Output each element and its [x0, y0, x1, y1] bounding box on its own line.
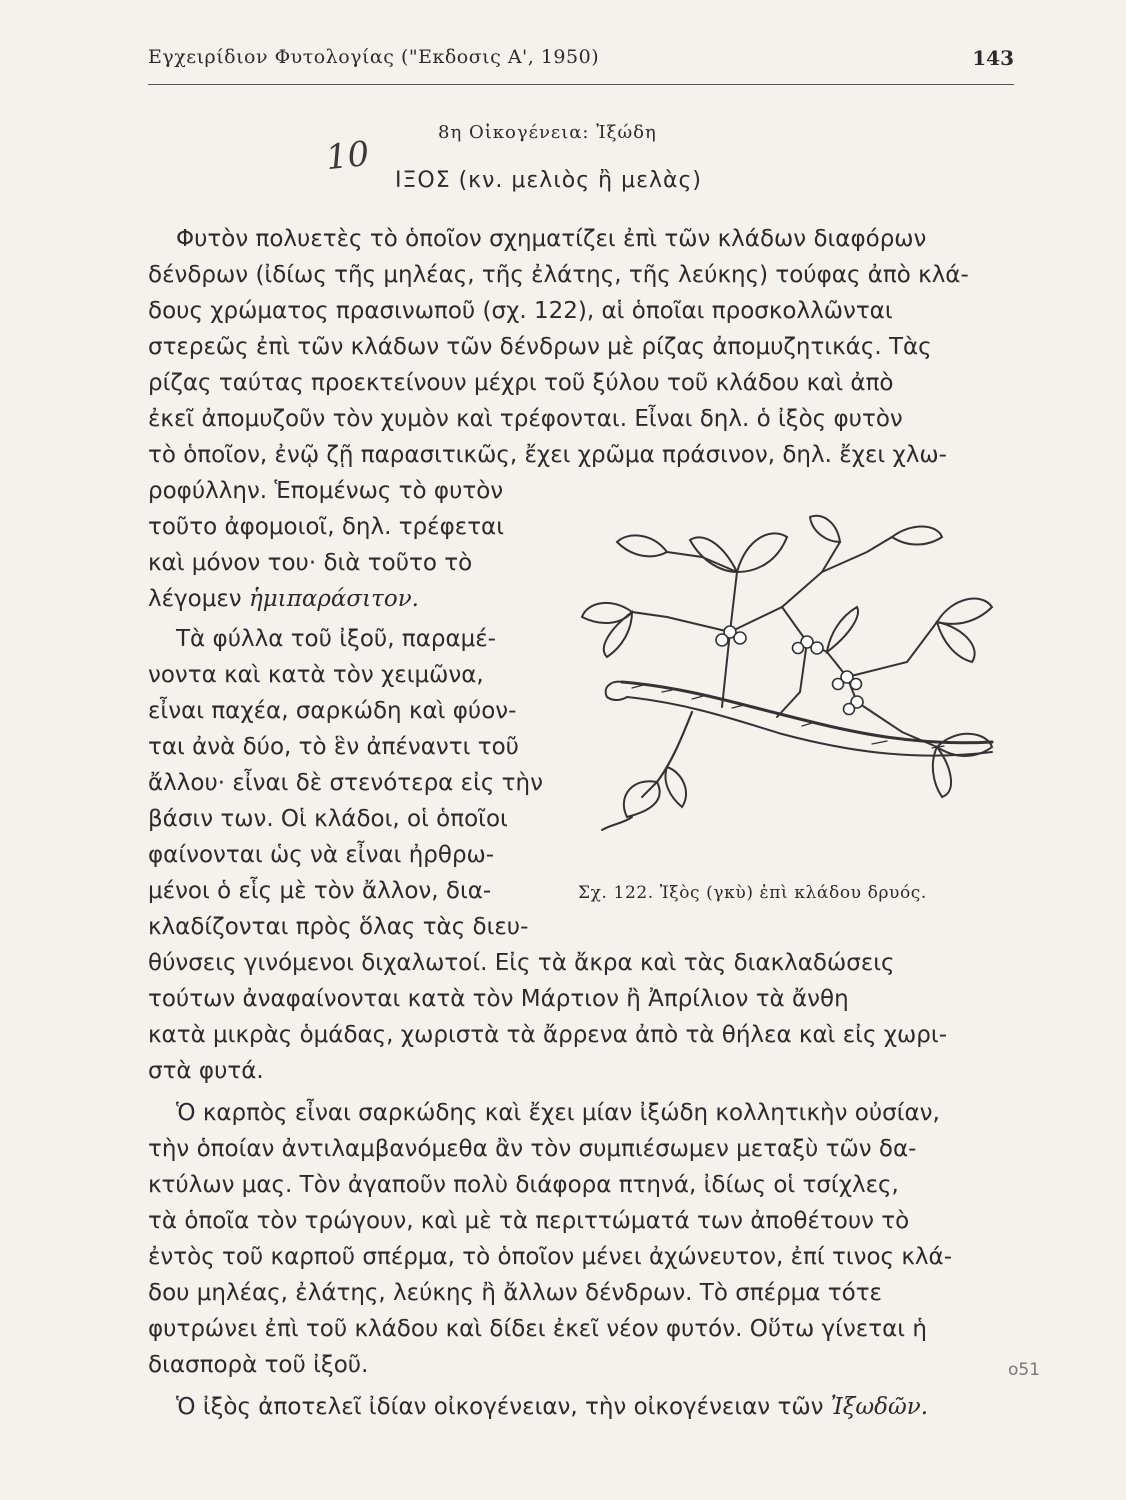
text-line: ται ἀνὰ δύο, τὸ ἓν ἀπέναντι τοῦ	[148, 734, 519, 760]
text-line: στερεῶς ἐπὶ τῶν κλάδων τῶν δένδρων μὲ ρίζας ἀπομυζητικάς. Τὰς	[148, 334, 932, 360]
text-line: Τὰ φύλλα τοῦ ἰξοῦ, παραμέ-	[176, 626, 496, 652]
text-line: ἐντὸς τοῦ καρποῦ σπέρμα, τὸ ὁποῖον μένει ἀχώνευτον, ἐπί τινος κλά-	[148, 1244, 952, 1270]
species-heading: ΙΞΟΣ (κν. μελιὸς ἢ μελὰς)	[395, 168, 702, 193]
page-number: 143	[972, 46, 1014, 70]
last-line-term: Ἰξωδῶν.	[830, 1394, 929, 1420]
text-line: κλαδίζονται πρὸς ὅλας τὰς διευ-	[148, 914, 529, 940]
text-line: εἶναι παχέα, σαρκώδη καὶ φύον-	[148, 698, 517, 724]
handwritten-annotation: 10	[324, 133, 372, 179]
text-line: διασπορὰ τοῦ ἰξοῦ.	[148, 1352, 369, 1378]
text-line: Ὁ καρπὸς εἶναι σαρκώδης καὶ ἔχει μίαν ἰξώδη κολλητικὴν οὐσίαν,	[176, 1100, 940, 1126]
text-line: τούτων ἀναφαίνονται κατὰ τὸν Μάρτιον ἢ Ἀπρίλιον τὰ ἄνθη	[148, 986, 849, 1012]
text-line: στὰ φυτά.	[148, 1058, 264, 1084]
text-line: ἄλλου· εἶναι δὲ στενότερα εἰς τὴν	[148, 770, 543, 796]
term-italic: ἡμιπαράσιτον.	[248, 586, 419, 612]
text-line: φαίνονται ὡς νὰ εἶναι ἠρθρω-	[148, 842, 495, 868]
text-line: ροφύλλην. Ἑπομένως τὸ φυτὸν	[148, 478, 504, 504]
text-line: κατὰ μικρὰς ὁμάδας, χωριστὰ τὰ ἄρρενα ἀπὸ τὰ θήλεα καὶ εἰς χωρι-	[148, 1022, 947, 1048]
text-line: νοντα καὶ κατὰ τὸν χειμῶνα,	[148, 662, 484, 688]
text-line: μένοι ὁ εἷς μὲ τὸν ἄλλον, δια-	[148, 878, 492, 904]
text-line: δους χρώματος πρασινωποῦ (σχ. 122), αἱ ὁποῖαι προσκολλῶνται	[148, 298, 893, 324]
figure-caption: Σχ. 122. Ἰξὸς (γκὺ) ἐπὶ κλάδου δρυός.	[578, 883, 927, 903]
text-line: τοῦτο ἀφομοιοῖ, δηλ. τρέφεται	[148, 514, 504, 540]
family-heading: 8η Οἰκογένεια: Ἰξώδη	[438, 122, 657, 143]
text-line: δένδρων (ἰδίως τῆς μηλέας, τῆς ἐλάτης, τῆς λεύκης) τούφας ἀπὸ κλά-	[148, 262, 969, 288]
text-line: κτύλων μας. Τὸν ἀγαποῦν πολὺ διάφορα πτηνά, ἰδίως οἱ τσίχλες,	[148, 1172, 899, 1198]
last-line-prefix: Ὁ ἰξὸς ἀποτελεῖ ἰδίαν οἰκογένειαν, τὴν οἰκογένειαν τῶν	[176, 1394, 824, 1420]
text-line-last	[176, 1392, 928, 1422]
text-line: καὶ μόνον του· διὰ τοῦτο τὸ	[148, 550, 473, 576]
text-line: δου μηλέας, ἐλάτης, λεύκης ἢ ἄλλων δένδρων. Τὸ σπέρμα τότε	[148, 1280, 882, 1306]
text-line: φυτρώνει ἐπὶ τοῦ κλάδου καὶ δίδει ἐκεῖ νέον φυτόν. Οὕτω γίνεται ἡ	[148, 1316, 927, 1342]
text-line: τὸ ὁποῖον, ἐνῷ ζῇ παρασιτικῶς, ἔχει χρῶμα πράσινον, δηλ. ἔχει χλω-	[148, 442, 947, 468]
text-line: ρίζας ταύτας προεκτείνουν μέχρι τοῦ ξύλου τοῦ κλάδου καὶ ἀπὸ	[148, 370, 894, 396]
term-prefix: λέγομεν	[148, 586, 242, 612]
text-line: ἐκεῖ ἀπομυζοῦν τὸν χυμὸν καὶ τρέφονται. Εἶναι δηλ. ὁ ἰξὸς φυτὸν	[148, 406, 903, 432]
text-line: τὴν ὁποίαν ἀντιλαμβανόμεθα ἂν τὸν συμπιέσωμεν μεταξὺ τῶν δα-	[148, 1136, 917, 1162]
running-header	[148, 40, 1014, 85]
text-line: βάσιν των. Οἱ κλάδοι, οἱ ὁποῖοι	[148, 806, 508, 832]
margin-pencil-note: ο51	[1008, 1360, 1041, 1380]
mistletoe-illustration	[572, 512, 1012, 842]
text-line: θύνσεις γινόμενοι διχαλωτοί. Εἰς τὰ ἄκρα καὶ τὰς διακλαδώσεις	[148, 950, 895, 976]
text-line-term	[148, 584, 419, 614]
book-title: Εγχειρίδιον Φυτολογίας ("Εκδοσις Α', 1950)	[148, 46, 600, 68]
text-line: Φυτὸν πολυετὲς τὸ ὁποῖον σχηματίζει ἐπὶ τῶν κλάδων διαφόρων	[176, 226, 927, 252]
text-line: τὰ ὁποῖα τὸν τρώγουν, καὶ μὲ τὰ περιττώματά των ἀποθέτουν τὸ	[148, 1208, 910, 1234]
